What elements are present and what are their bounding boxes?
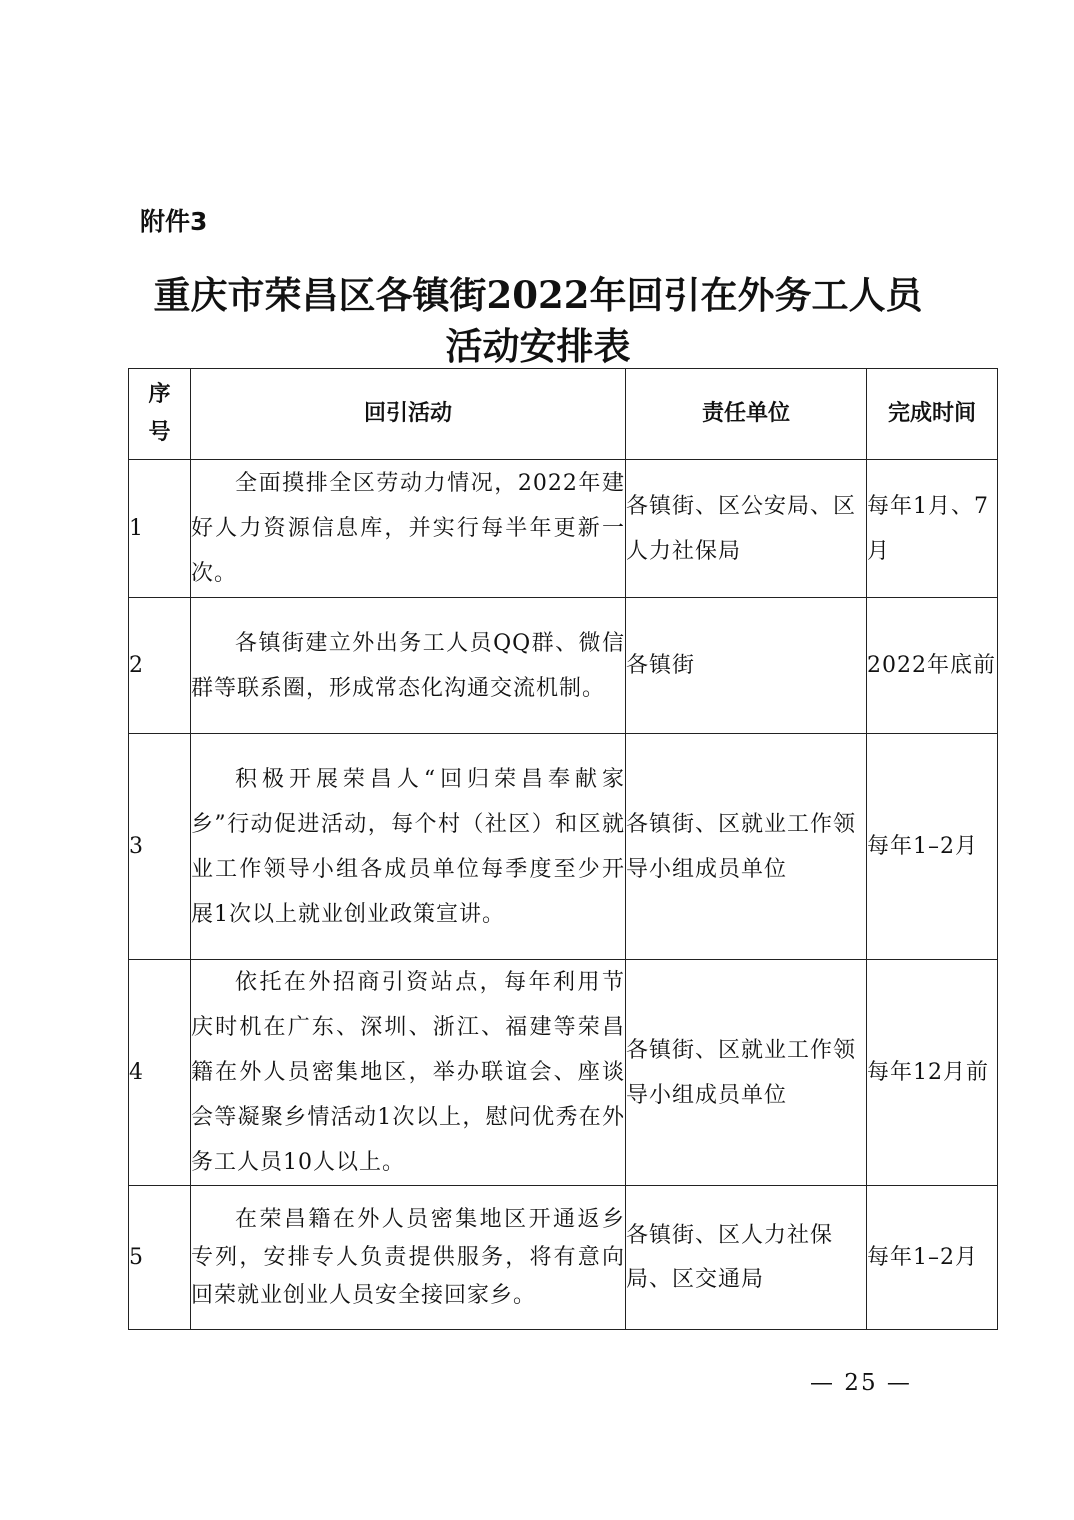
row-activity: 积极开展荣昌人“回归荣昌奉献家乡”行动促进活动，每个村（社区）和区就业工作领导小组各成员单位每季度至少开展1次以上就业创业政策宣讲。: [191, 734, 626, 960]
table-row: [129, 960, 998, 1186]
page-number: — 25 —: [810, 1370, 912, 1396]
table-row: [129, 598, 998, 734]
row-responsible-unit: 各镇街、区人力社保局、区交通局: [626, 1186, 867, 1330]
row-completion-time: 每年12月前: [867, 960, 998, 1186]
row-number: 5: [129, 1186, 191, 1330]
row-completion-time: 每年1–2月: [867, 734, 998, 960]
document-title-line-1: 重庆市荣昌区各镇街2022年回引在外务工人员: [153, 273, 923, 317]
row-activity: 全面摸排全区劳动力情况，2022年建好人力资源信息库，并实行每半年更新一次。: [191, 460, 626, 598]
table-row: [129, 734, 998, 960]
table-row: [129, 1186, 998, 1330]
table-header-row: [129, 369, 998, 460]
row-number: 2: [129, 598, 191, 734]
row-number: 4: [129, 960, 191, 1186]
row-number: 1: [129, 460, 191, 598]
row-activity: 在荣昌籍在外人员密集地区开通返乡专列，安排专人负责提供服务，将有意向回荣就业创业人员安全接回家乡。: [191, 1186, 626, 1330]
row-activity: 各镇街建立外出务工人员QQ群、微信群等联系圈，形成常态化沟通交流机制。: [191, 598, 626, 734]
table-row: [129, 460, 998, 598]
row-completion-time: 每年1月、7月: [867, 460, 998, 598]
header-completion-time: 完成时间: [867, 369, 998, 460]
activity-schedule-table: [128, 368, 998, 1330]
row-responsible-unit: 各镇街: [626, 598, 867, 734]
attachment-label: 附件3: [140, 207, 208, 236]
row-responsible-unit: 各镇街、区公安局、区人力社保局: [626, 460, 867, 598]
row-activity: 依托在外招商引资站点，每年利用节庆时机在广东、深圳、浙江、福建等荣昌籍在外人员密集地区，举办联谊会、座谈会等凝聚乡情活动1次以上，慰问优秀在外务工人员10人以上。: [191, 960, 626, 1186]
row-responsible-unit: 各镇街、区就业工作领导小组成员单位: [626, 734, 867, 960]
row-number: 3: [129, 734, 191, 960]
document-title-line-2: 活动安排表: [445, 324, 631, 368]
row-completion-time: 2022年底前: [867, 598, 998, 734]
row-completion-time: 每年1–2月: [867, 1186, 998, 1330]
header-serial-number: 序号: [129, 369, 191, 460]
header-responsible-unit: 责任单位: [626, 369, 867, 460]
row-responsible-unit: 各镇街、区就业工作领导小组成员单位: [626, 960, 867, 1186]
header-activity: 回引活动: [191, 369, 626, 460]
